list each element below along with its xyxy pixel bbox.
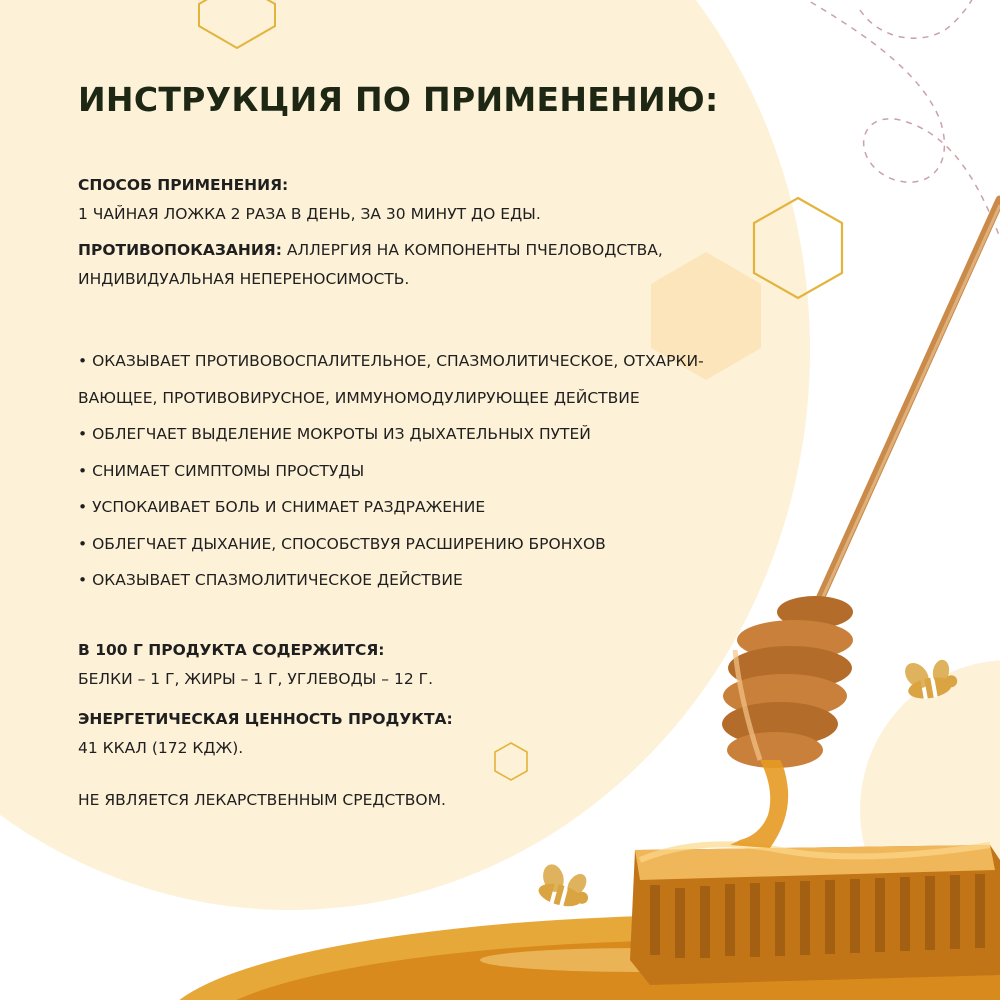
energy-heading: ЭНЕРГЕТИЧЕСКАЯ ЦЕННОСТЬ ПРОДУКТА: bbox=[78, 710, 453, 728]
composition-heading: В 100 Г ПРОДУКТА СОДЕРЖИТСЯ: bbox=[78, 641, 385, 659]
honeycomb-image bbox=[630, 844, 1000, 985]
contraindications-heading: ПРОТИВОПОКАЗАНИЯ: bbox=[78, 241, 282, 259]
usage-heading: СПОСОБ ПРИМЕНЕНИЯ: bbox=[78, 176, 289, 194]
composition-text: БЕЛКИ – 1 Г, ЖИРЫ – 1 Г, УГЛЕВОДЫ – 12 Г. bbox=[78, 670, 433, 688]
hexagon-outline-icon bbox=[754, 198, 842, 298]
bee-flight-path bbox=[860, 0, 980, 38]
honey-dipper-image bbox=[722, 200, 1000, 848]
bee-icon bbox=[899, 652, 960, 703]
usage-text: 1 ЧАЙНАЯ ЛОЖКА 2 РАЗА В ДЕНЬ, ЗА 30 МИНУТ ДО ЕДЫ. bbox=[78, 205, 541, 223]
benefit-item: • УСПОКАИВАЕТ БОЛЬ И СНИМАЕТ РАЗДРАЖЕНИЕ bbox=[78, 498, 486, 516]
hexagon-outline-icon bbox=[495, 743, 527, 780]
benefit-item: • ОБЛЕГЧАЕТ ДЫХАНИЕ, СПОСОБСТВУЯ РАСШИРЕНИЮ БРОНХОВ bbox=[78, 535, 606, 553]
benefit-item: • СНИМАЕТ СИМПТОМЫ ПРОСТУДЫ bbox=[78, 462, 365, 480]
disclaimer-text: НЕ ЯВЛЯЕТСЯ ЛЕКАРСТВЕННЫМ СРЕДСТВОМ. bbox=[78, 791, 446, 809]
page-title: ИНСТРУКЦИЯ ПО ПРИМЕНЕНИЮ: bbox=[78, 80, 719, 119]
hexagon-outline-icon bbox=[199, 0, 275, 48]
energy-text: 41 ККАЛ (172 КДЖ). bbox=[78, 739, 244, 757]
benefit-item: • ОБЛЕГЧАЕТ ВЫДЕЛЕНИЕ МОКРОТЫ ИЗ ДЫХАТЕЛЬНЫХ ПУТЕЙ bbox=[78, 425, 591, 443]
benefit-item: • ОКАЗЫВАЕТ ПРОТИВОВОСПАЛИТЕЛЬНОЕ, СПАЗМОЛИТИЧЕСКОЕ, ОТХАРКИ- bbox=[78, 352, 704, 370]
benefit-item: • ОКАЗЫВАЕТ СПАЗМОЛИТИЧЕСКОЕ ДЕЙСТВИЕ bbox=[78, 571, 463, 589]
benefit-item: ВАЮЩЕЕ, ПРОТИВОВИРУСНОЕ, ИММУНОМОДУЛИРУЮЩЕЕ ДЕЙСТВИЕ bbox=[78, 389, 640, 407]
contraindications-text: АЛЛЕРГИЯ НА КОМПОНЕНТЫ ПЧЕЛОВОДСТВА, bbox=[281, 241, 663, 259]
bee-icon bbox=[532, 858, 595, 912]
contraindications-line bbox=[78, 240, 663, 260]
contraindications-text-2: ИНДИВИДУАЛЬНАЯ НЕПЕРЕНОСИМОСТЬ. bbox=[78, 270, 410, 288]
